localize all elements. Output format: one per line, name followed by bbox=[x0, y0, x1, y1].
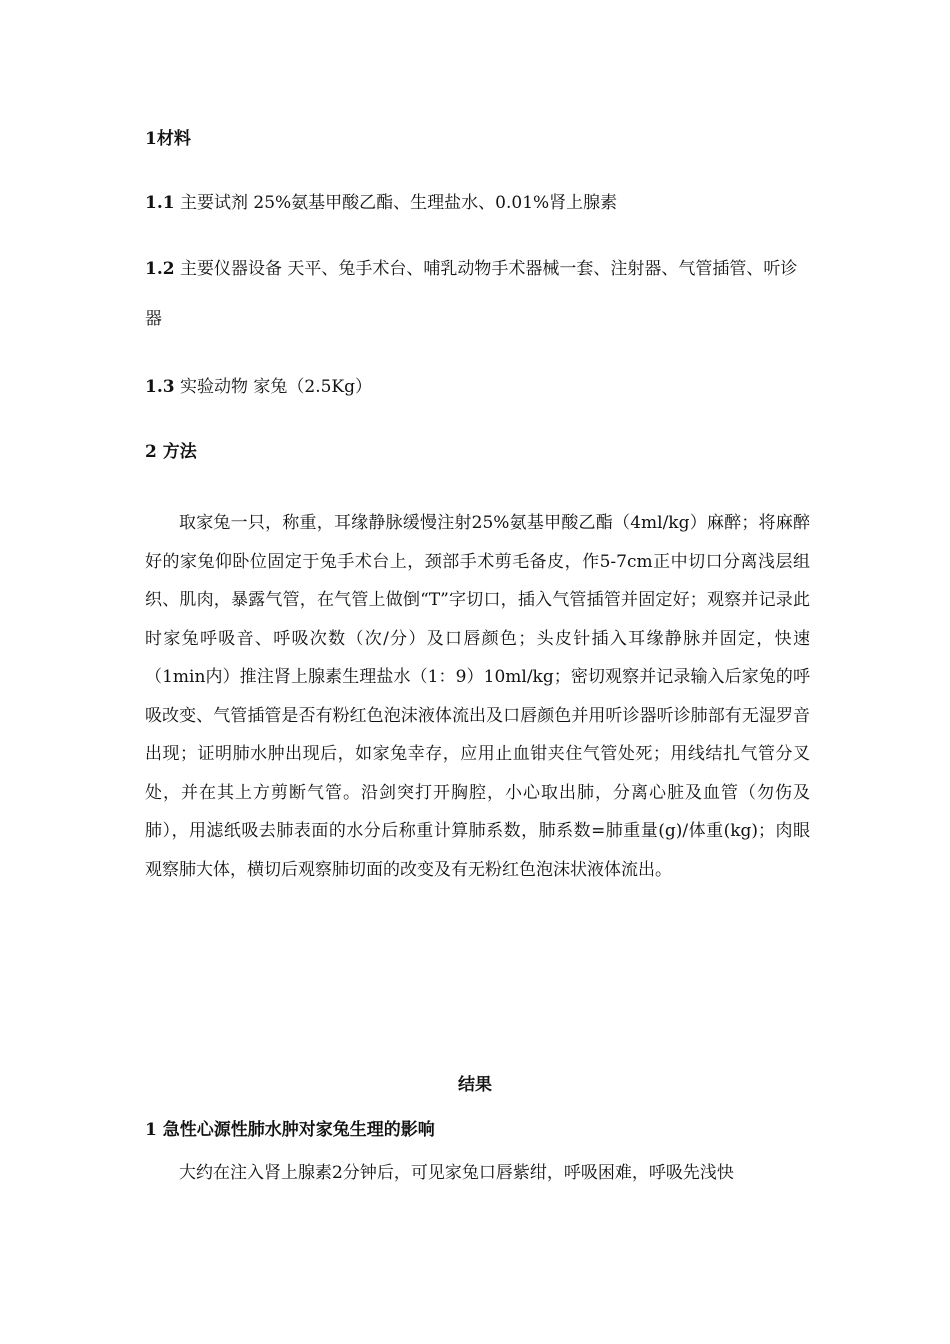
animals-label: 实验动物 bbox=[174, 377, 254, 397]
equipment-line bbox=[145, 244, 810, 344]
results-paragraph: 大约在注入肾上腺素2分钟后，可见家兔口唇紫绀，呼吸困难，呼吸先浅快 bbox=[179, 1163, 734, 1183]
results-title: 结果 bbox=[458, 1075, 492, 1095]
equipment-number: 1.2 bbox=[145, 259, 175, 279]
equipment-label: 主要仪器设备 bbox=[174, 259, 288, 279]
results-sub-heading: 1 急性心源性肺水肿对家兔生理的影响 bbox=[145, 1120, 435, 1140]
animals-line bbox=[145, 375, 810, 399]
reagents-label: 主要试剂 bbox=[174, 193, 254, 213]
methods-paragraph: 取家兔一只，称重，耳缘静脉缓慢注射25%氨基甲酸乙酯（4ml/kg）麻醉；将麻醉好的家兔仰卧位固定于兔手术台上，颈部手术剪毛备皮，作5-7cm正中切口分离浅层组织、肌肉，暴露气管，在气管上做倒“T”字切口，插入气管插管并固定好；观察并记录此时家兔呼吸音、呼吸次数（次/分）及口唇颜色；头皮针插入耳缘静脉并固定，快速（1min内）推注肾上腺素生理盐水（1：9）10ml/kg；密切观察并记录输入后家兔的呼吸改变、气管插管是否有粉红色泡沫液体流出及口唇颜色并用听诊器听诊肺部有无湿罗音出现；证明肺水肿出现后，如家兔幸存，应用止血钳夹住气管处死；用线结扎气管分叉处，并在其上方剪断气管。沿剑突打开胸腔，小心取出肺，分离心脏及血管（勿伤及肺），用滤纸吸去肺表面的水分后称重计算肺系数，肺系数=肺重量(g)/体重(kg)；肉眼观察肺大体，横切后观察肺切面的改变及有无粉红色泡沫状液体流出。 bbox=[145, 513, 810, 880]
materials-heading: 1材料 bbox=[145, 129, 191, 149]
reagents-line bbox=[145, 191, 810, 215]
animals-number: 1.3 bbox=[145, 377, 175, 397]
reagents-text: 25%氨基甲酸乙酯、生理盐水、0.01%肾上腺素 bbox=[253, 193, 618, 213]
animals-text: 家兔（2.5Kg） bbox=[253, 377, 373, 397]
equipment-text: 天平、兔手术台、哺乳动物手术器械一套、注射器、气管插管、听诊器 bbox=[145, 259, 798, 329]
methods-heading: 2 方法 bbox=[145, 442, 197, 462]
reagents-number: 1.1 bbox=[145, 193, 175, 213]
